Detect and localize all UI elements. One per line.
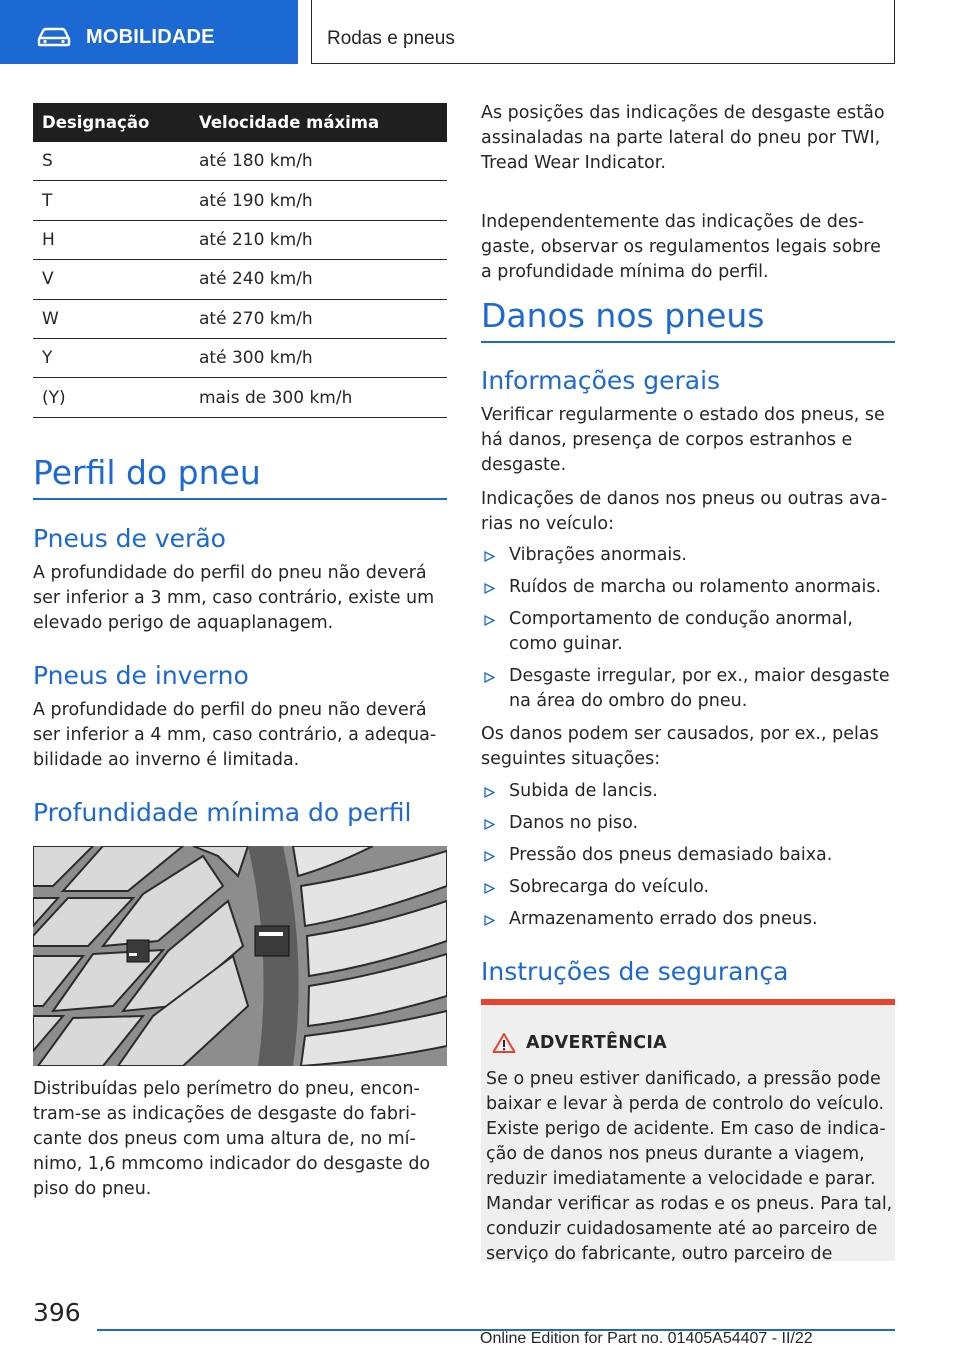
table-cell: V <box>42 269 54 290</box>
chapter-title: Rodas e pneus <box>327 28 455 49</box>
table-row <box>33 378 447 417</box>
table-row <box>33 260 447 299</box>
table-header <box>33 103 447 142</box>
list-item <box>481 811 895 836</box>
tire-wear-indicator-image <box>33 846 447 1066</box>
paragraph-legal: Independentemente das indicações de des-gaste, observar os regulamentos legais sobre a profundidade mínima do perfil. <box>481 212 881 282</box>
table-cell: S <box>42 151 53 172</box>
list-item <box>481 843 895 868</box>
heading-tread-profile: Perfil do pneu <box>33 453 261 492</box>
list-item-text: Comportamento de condução anormal, como guinar. <box>509 609 853 654</box>
list-item <box>481 907 895 932</box>
bullet-triangle-icon <box>484 583 495 594</box>
paragraph-minimum-tread: Distribuídas pelo perímetro do pneu, encon-tram-se as indicações de desgaste do fabri-cante dos pneus com uma altura de, no mí-nimo, 1,6 mmcomo indicador do desgaste do piso do pneu. <box>33 1079 431 1199</box>
table-cell: até 180 km/h <box>199 151 313 172</box>
chapter-title-box <box>311 0 895 64</box>
bullet-triangle-icon <box>484 672 495 683</box>
symptoms-list <box>481 543 895 721</box>
list-item-text: Desgaste irregular, por ex., maior desgaste na área do ombro do pneu. <box>509 666 890 711</box>
list-item <box>481 607 895 657</box>
list-item-text: Ruídos de marcha ou rolamento anormais. <box>509 577 882 597</box>
heading-tire-damage: Danos nos pneus <box>481 296 765 335</box>
bullet-triangle-icon <box>484 551 495 562</box>
footer-edition: Online Edition for Part no. 01405A54407 - II/22 <box>480 1330 813 1347</box>
paragraph-winter: A profundidade do perfil do pneu não deverá ser inferior a 4 mm, caso contrário, a adequa-bilidade ao inverno é limitada. <box>33 700 437 770</box>
section-tab[interactable] <box>0 0 298 64</box>
paragraph-summer: A profundidade do perfil do pneu não deverá ser inferior a 3 mm, caso contrário, existe um elevado perigo de aquaplanagem. <box>33 563 435 633</box>
list-item-text: Subida de lancis. <box>509 781 658 801</box>
table-cell: até 210 km/h <box>199 229 313 250</box>
table-cell: até 270 km/h <box>199 308 313 329</box>
list-item-text: Armazenamento errado dos pneus. <box>509 909 818 929</box>
list-item <box>481 875 895 900</box>
causes-list <box>481 779 895 939</box>
list-item <box>481 543 895 568</box>
bullet-triangle-icon <box>484 883 495 894</box>
table-cell: Y <box>42 348 53 369</box>
paragraph-general-1: Verificar regularmente o estado dos pneus, se há danos, presença de corpos estranhos e desgaste. <box>481 405 885 475</box>
list-item-text: Danos no piso. <box>509 813 639 833</box>
heading-general-info: Informações gerais <box>481 366 721 395</box>
car-icon <box>36 27 72 47</box>
table-cell: até 300 km/h <box>199 348 313 369</box>
tire-tread-illustration <box>33 846 447 1066</box>
heading-rule <box>33 498 447 500</box>
heading-winter-tires: Pneus de inverno <box>33 661 249 690</box>
bullet-triangle-icon <box>484 819 495 830</box>
table-cell: T <box>42 190 53 211</box>
warning-header <box>492 1032 667 1054</box>
warning-text: Se o pneu estiver danificado, a pressão pode baixar e levar à perda de controlo do veículo. Existe perigo de acidente. Em caso de indica-ção de danos nos pneus durante a viagem, reduzir imediatamente a velocidade e parar. Mandar verificar as rodas e os pneus. Para tal, conduzir cuidadosamente até ao parceiro de serviço do fabricante, outro parceiro de <box>486 1069 893 1264</box>
paragraph-twi: As posições das indicações de desgaste estão assinaladas na parte lateral do pneu por TWI, Tread Wear Indicator. <box>481 103 885 173</box>
table-cell: até 190 km/h <box>199 190 313 211</box>
table-header-designation: Designação <box>42 113 150 132</box>
warning-box <box>481 999 895 1264</box>
list-item <box>481 664 895 714</box>
warning-title: ADVERTÊNCIA <box>526 1033 667 1053</box>
list-item-text: Vibrações anormais. <box>509 545 687 565</box>
table-header-speed: Velocidade máxima <box>199 113 380 132</box>
table-cell: até 240 km/h <box>199 269 313 290</box>
table-cell: mais de 300 km/h <box>199 387 353 408</box>
bullet-triangle-icon <box>484 851 495 862</box>
table-row <box>33 300 447 339</box>
table-cell: (Y) <box>42 387 66 408</box>
heading-minimum-tread: Profundidade mínima do perfil <box>33 798 412 827</box>
heading-safety: Instruções de segurança <box>481 957 789 986</box>
heading-rule <box>481 341 895 343</box>
page-number: 396 <box>33 1298 81 1327</box>
bullet-triangle-icon <box>484 787 495 798</box>
warning-triangle-icon <box>492 1032 516 1054</box>
bullet-triangle-icon <box>484 615 495 626</box>
speed-table <box>33 103 447 418</box>
table-cell: W <box>42 308 59 329</box>
bullet-triangle-icon <box>484 915 495 926</box>
table-row <box>33 221 447 260</box>
list-item-text: Sobrecarga do veículo. <box>509 877 710 897</box>
table-row <box>33 142 447 181</box>
table-row <box>33 181 447 220</box>
paragraph-general-2: Indicações de danos nos pneus ou outras ava-rias no veículo: <box>481 489 888 534</box>
heading-summer-tires: Pneus de verão <box>33 524 226 553</box>
table-cell: H <box>42 229 55 250</box>
section-label: MOBILIDADE <box>86 26 215 48</box>
list-item <box>481 575 895 600</box>
list-item <box>481 779 895 804</box>
table-row <box>33 339 447 378</box>
paragraph-causes: Os danos podem ser causados, por ex., pelas seguintes situações: <box>481 724 879 769</box>
list-item-text: Pressão dos pneus demasiado baixa. <box>509 845 833 865</box>
